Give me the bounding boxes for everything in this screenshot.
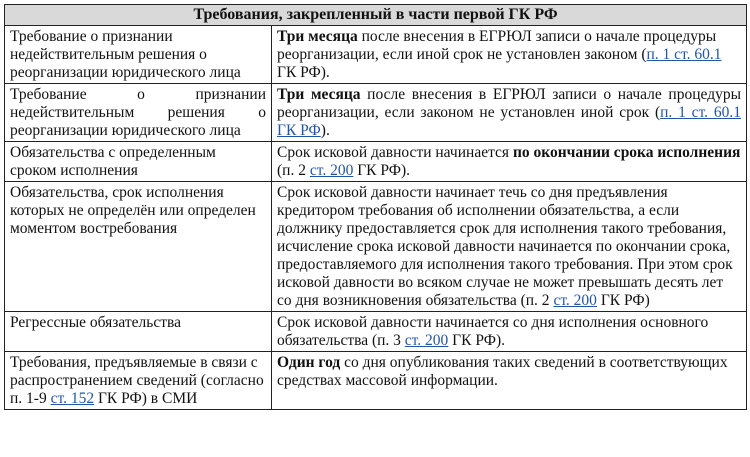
row-term (272, 352, 747, 410)
term-text: после внесения в ЕГРЮЛ записи о начале процедуры реорганизации, если иной срок не установлен законом ( (277, 28, 717, 63)
row-requirement (5, 352, 272, 410)
law-link[interactable]: ст. 152 (50, 390, 95, 407)
term-text: (п. 2 (277, 162, 310, 179)
law-link[interactable]: ст. 200 (309, 162, 354, 179)
term-text: после внесения в ЕГРЮЛ записи о начале процедуры реорганизации, если законом не установлен иной срок ( (277, 86, 741, 121)
requirements-table (4, 4, 747, 410)
row-requirement (5, 84, 272, 142)
term-bold: Один год (277, 354, 341, 371)
term-text: со дня опубликования таких сведений в соответствующих средствах массовой информации. (277, 354, 728, 389)
table-row (5, 84, 747, 142)
term-tail: ГК РФ) (596, 292, 650, 309)
law-link[interactable]: ст. 200 (404, 332, 449, 349)
law-link[interactable]: п. 1 ст. 60.1 (646, 46, 722, 63)
requirement-text: Обязательства с определенным сроком исполнения (10, 144, 216, 179)
requirement-pre: Требования, предъявляемые в связи с распространением сведений (согласно п. 1-9 (10, 354, 264, 407)
requirement-text: Регрессные обязательства (10, 314, 181, 331)
table-header-row (5, 5, 747, 26)
row-term (272, 26, 747, 84)
row-requirement (5, 312, 272, 352)
term-pre: Срок исковой давности начинается (277, 144, 513, 161)
row-term (272, 84, 747, 142)
table-row (5, 352, 747, 410)
row-term (272, 142, 747, 182)
law-link[interactable]: п. 1 ст. 60.1 ГК РФ (277, 104, 741, 139)
term-text: Срок исковой давности начинается со дня исполнения основного обязательства (п. 3 (277, 314, 709, 349)
law-link[interactable]: ст. 200 (553, 292, 597, 309)
table-row (5, 142, 747, 182)
row-term (272, 312, 747, 352)
row-requirement (5, 26, 272, 84)
term-text: Срок исковой давности начинает течь со дня предъявления кредитором требования об исполнении обязательства, а если должнику предоставляется срок для исполнения такого требования, исчисление срока исковой давности начинается по окончании срока, предоставляемого для исполнения такого требования. При этом срок исковой давности во всяком случае не может превышать десять лет со дня возникновения обязательства (п. 2 (277, 184, 733, 309)
term-tail: ГК РФ). (277, 64, 330, 81)
row-term (272, 182, 747, 312)
row-requirement (5, 142, 272, 182)
row-requirement (5, 182, 272, 312)
term-bold: Три месяца (277, 86, 361, 103)
table-row (5, 312, 747, 352)
requirement-text: Требование о признании недействительным решения о реорганизации юридического лица (10, 28, 241, 81)
table-row (5, 26, 747, 84)
term-bold: Три месяца (277, 28, 358, 45)
requirement-text: Обязательства, срок исполнения которых не определён или определен моментом востребования (10, 184, 256, 237)
requirement-tail: ГК РФ) в СМИ (94, 390, 198, 407)
term-tail: ). (320, 122, 330, 139)
term-bold: по окончании срока исполнения (512, 144, 741, 161)
table-title: Требования, закрепленный в части первой ГК РФ (5, 5, 747, 26)
term-tail: ГК РФ). (448, 332, 505, 349)
table-row (5, 182, 747, 312)
term-tail: ГК РФ). (353, 162, 411, 179)
requirement-text: Требование о признании недействительным решения о реорганизации юридического лица (10, 86, 266, 139)
